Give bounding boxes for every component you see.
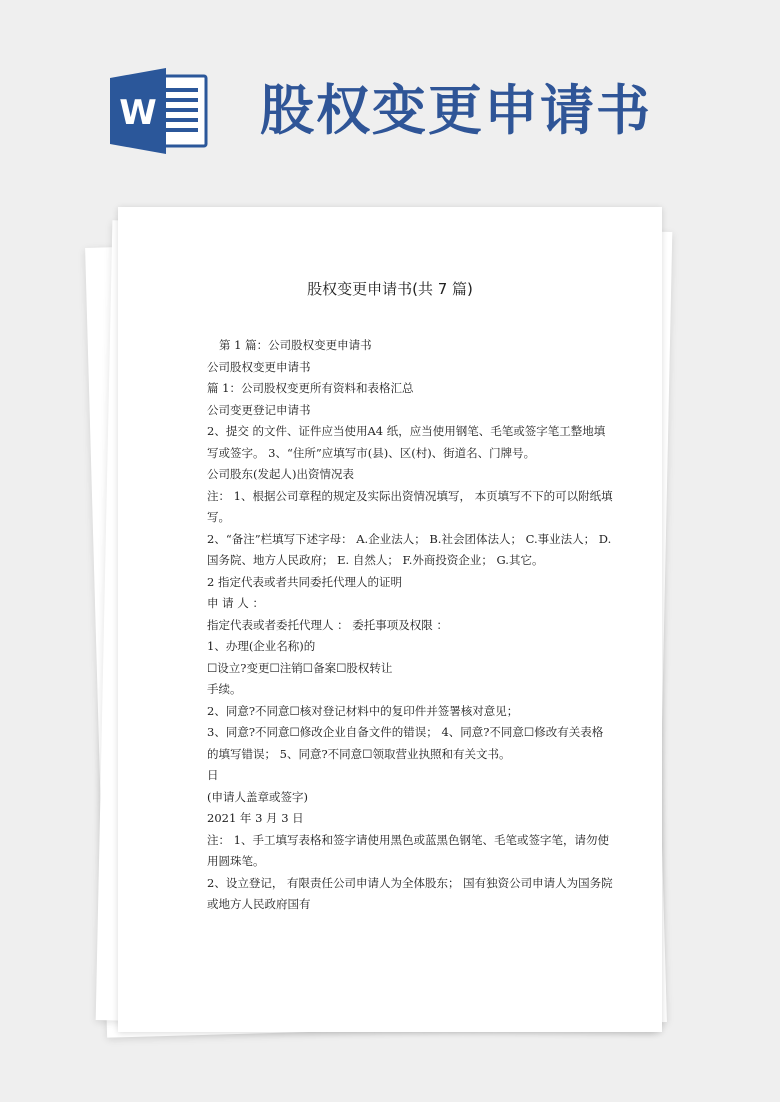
doc-paragraph: 公司变更登记申请书: [207, 402, 311, 417]
doc-paragraph: 注： 1、根据公司章程的规定及实际出资情况填写， 本页填写不下的可以附纸填写。: [207, 488, 613, 524]
doc-paragraph: 指定代表或者委托代理人 ： 委托事项及权限 ：: [207, 617, 448, 632]
doc-paragraph: 手续。: [207, 682, 242, 696]
doc-paragraph: 2 指定代表或者共同委托代理人的证明: [207, 574, 402, 589]
doc-paragraph: 1、办理(企业名称)的: [207, 639, 316, 653]
doc-paragraph: 注： 1、手工填写表格和签字请使用黑色或蓝黑色钢笔、毛笔或签字笔，请勿使用圆珠笔。: [207, 832, 609, 868]
document-body: [203, 335, 613, 916]
doc-paragraph: 第 1 篇：公司股权变更申请书: [219, 338, 372, 352]
doc-paragraph: 篇 1：公司股权变更所有资料和表格汇总: [207, 381, 414, 395]
doc-paragraph: 日: [207, 768, 219, 782]
word-logo-letter: W: [119, 93, 157, 133]
doc-paragraph: 公司股权变更申请书: [207, 359, 311, 374]
doc-paragraph: ☐设立?变更☐注销☐备案☐股权转让: [207, 660, 393, 675]
doc-paragraph: (申请人盖章或签字): [207, 789, 308, 804]
doc-paragraph: 2、同意?不同意☐核对登记材料中的复印件并签署核对意见；: [207, 703, 519, 718]
page-title: 股权变更申请书: [260, 78, 652, 142]
doc-paragraph: 3、同意?不同意☐修改企业自备文件的错误； 4、同意?不同意☐修改有关表格的填写错误； 5、同意?不同意☐领取营业执照和有关文书。: [207, 725, 604, 761]
doc-paragraph: 公司股东(发起人)出资情况表: [207, 467, 354, 481]
document-heading: 股权变更申请书(共 7 篇): [307, 280, 473, 298]
doc-paragraph: 2、“备注”栏填写下述字母： A.企业法人； B.社会团体法人； C.事业法人； D.国务院、地方人民政府； E. 自然人； F.外商投资企业； G.其它。: [207, 531, 612, 567]
word-icon: [110, 68, 208, 154]
doc-paragraph: 2、提交 的文件、证件应当使用A4 纸，应当使用钢笔、毛笔或签字笔工整地填写或签字。 3、“住所”应填写市(县)、区(村)、街道名、门牌号。: [207, 424, 606, 460]
doc-paragraph: 申 请 人 ：: [207, 596, 264, 610]
doc-paragraph: 2021 年 3 月 3 日: [207, 811, 304, 825]
doc-paragraph: 2、设立登记， 有限责任公司申请人为全体股东； 国有独资公司申请人为国务院或地方人民政府国有: [207, 875, 613, 911]
header: [0, 0, 780, 190]
document-page: [118, 207, 662, 1032]
